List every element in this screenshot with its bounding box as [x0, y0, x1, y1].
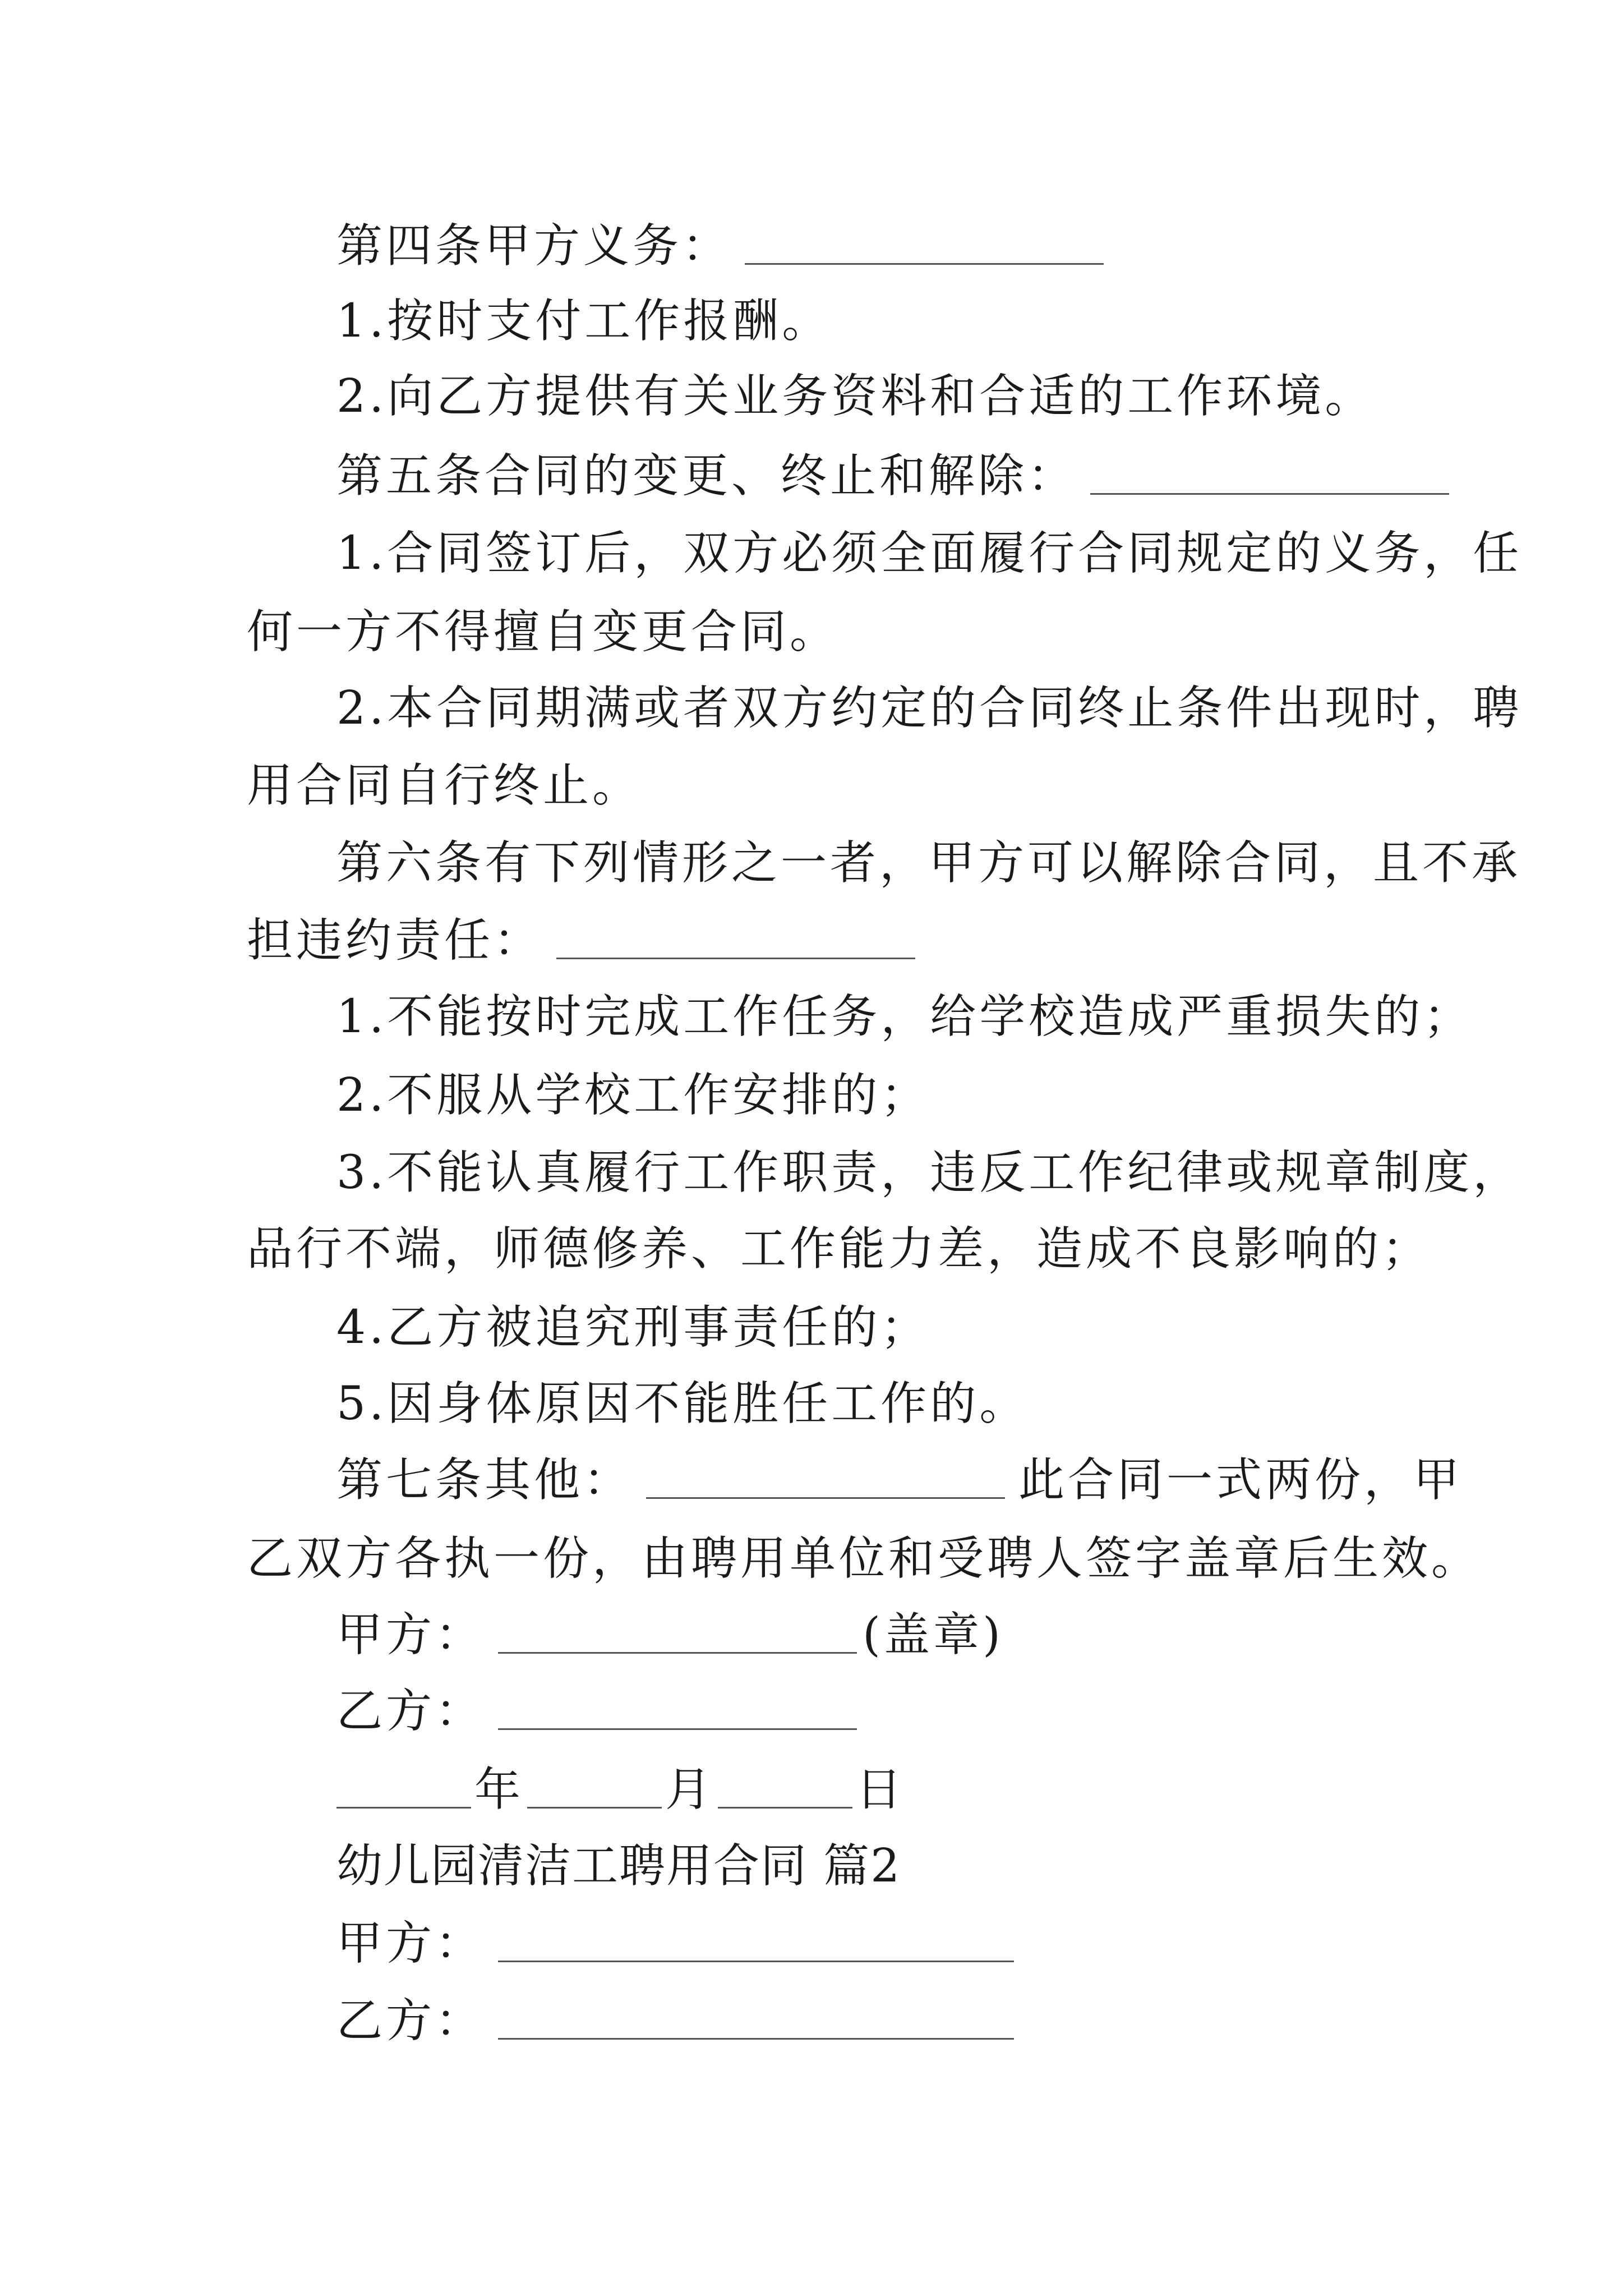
article-5-heading: 第五条合同的变更、终止和解除： [336, 453, 1449, 499]
party-b-signature-line: 乙方： [336, 1688, 857, 1734]
article-6-heading-line-1: 第六条有下列情形之一者，甲方可以解除合同，且不承 [336, 836, 1521, 890]
fill-in-blank [745, 263, 1104, 265]
fill-in-blank [498, 1728, 857, 1730]
fill-in-blank [556, 958, 915, 959]
article-6-item-3-line-1: 3.不能认真履行工作职责，违反工作纪律或规章制度， [336, 1146, 1523, 1199]
article-6-item-4: 4.乙方被追究刑事责任的； [336, 1301, 930, 1354]
article-7-heading: 第七条其他： 此合同一式两份，甲 [336, 1453, 1463, 1507]
article-5-item-1-line-2: 何一方不得擅自变更合同。 [247, 605, 840, 659]
article-4-item-1: 1.按时支付工作报酬。 [336, 295, 832, 348]
party-a-signature-line: 甲方： (盖章) [336, 1608, 1004, 1662]
article-6-item-3-line-2: 品行不端，师德修养、工作能力差，造成不良影响的； [247, 1222, 1432, 1276]
article-5-item-2-line-1: 2.本合同期满或者双方约定的合同终止条件出现时，聘 [336, 682, 1523, 735]
article-5-item-1-line-1: 1.合同签订后，双方必须全面履行合同规定的义务，任 [336, 527, 1523, 580]
article-4-heading: 第四条甲方义务： [336, 223, 1104, 269]
month-blank [527, 1807, 662, 1809]
day-blank [718, 1807, 852, 1809]
fill-in-blank [498, 1652, 857, 1654]
date-line: 年 月 日 [336, 1767, 905, 1813]
fill-in-blank [646, 1497, 1005, 1499]
article-4-item-2: 2.向乙方提供有关业务资料和合适的工作环境。 [336, 370, 1375, 423]
article-6-item-2: 2.不服从学校工作安排的； [336, 1069, 930, 1122]
fill-in-blank [498, 1961, 1014, 1962]
year-blank [336, 1807, 471, 1809]
article-6-item-5: 5.因身体原因不能胜任工作的。 [336, 1377, 1029, 1430]
article-6-heading-line-2: 担违约责任： [247, 918, 915, 964]
article-6-item-1: 1.不能按时完成工作任务，给学校造成严重损失的； [336, 990, 1473, 1043]
party-b2-line: 乙方： [336, 1998, 1014, 2044]
fill-in-blank [1090, 493, 1449, 495]
fill-in-blank [498, 2038, 1014, 2040]
article-5-item-2-line-2: 用合同自行终止。 [247, 759, 642, 812]
article-7-text-line-2: 乙双方各执一份，由聘用单位和受聘人签字盖章后生效。 [247, 1532, 1481, 1585]
party-a2-line: 甲方： [336, 1921, 1014, 1967]
section-2-title: 幼儿园清洁工聘用合同 篇2 [336, 1839, 901, 1893]
